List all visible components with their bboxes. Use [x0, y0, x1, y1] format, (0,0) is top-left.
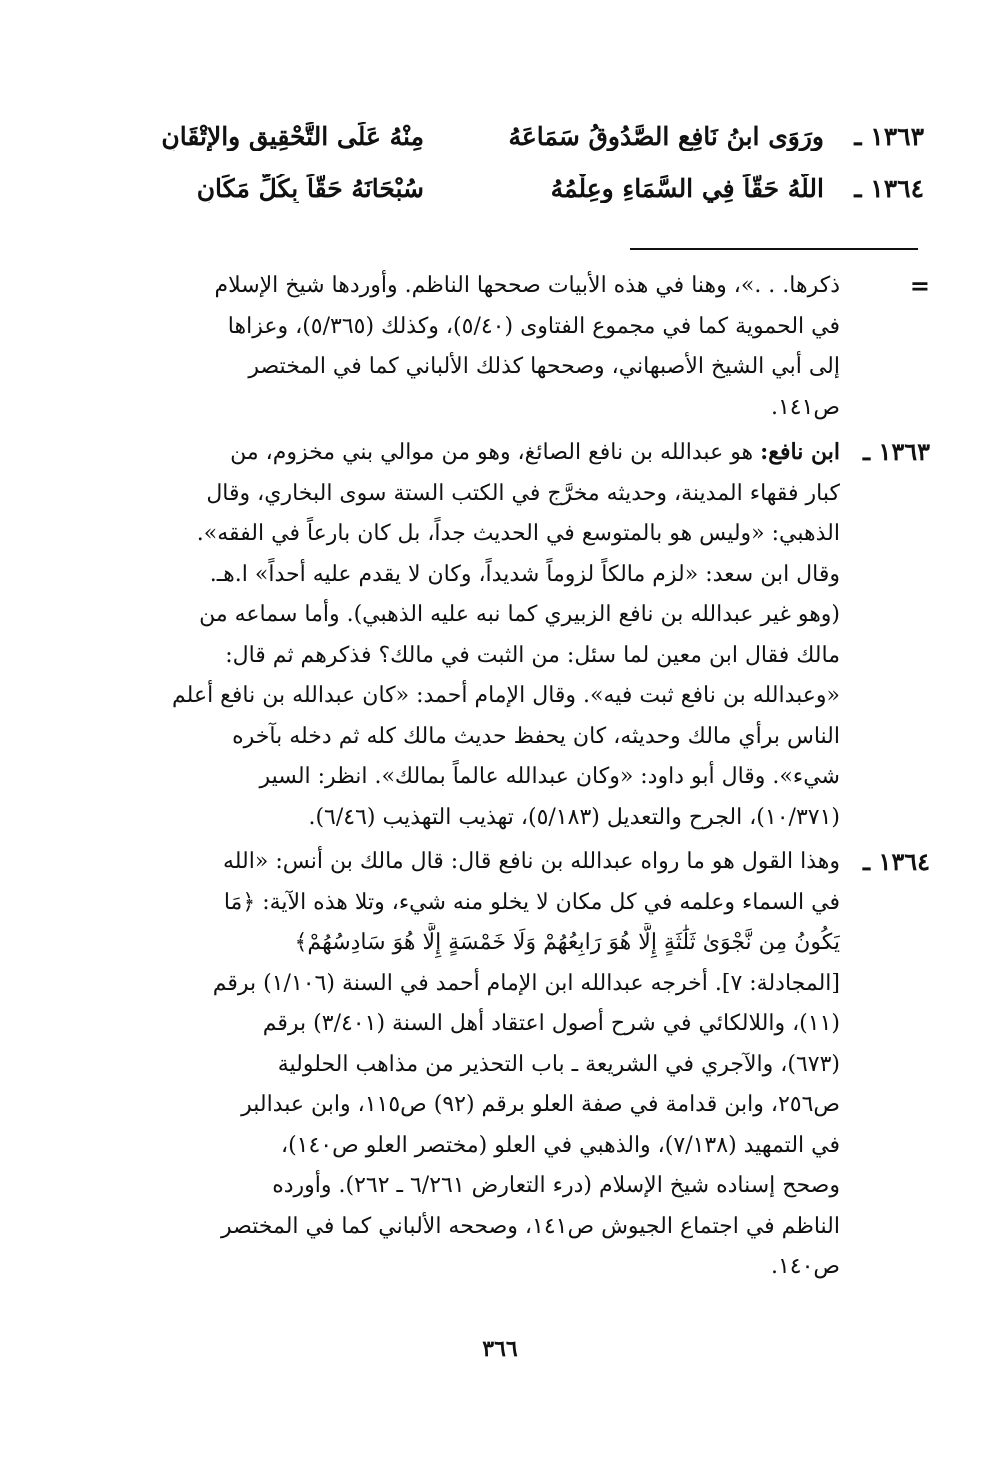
- footnote-number: ١٣٦٤ ـ: [863, 847, 930, 876]
- footnote-line: ص١٤١.: [770, 394, 840, 420]
- footnote-number: ١٣٦٣ ـ: [863, 437, 930, 466]
- footnote-line: كبار فقهاء المدينة، وحديثه مخرَّج في الكتب الستة سوى البخاري، وقال: [206, 480, 840, 506]
- footnote-line: ذكرها. . .»، وهنا في هذه الأبيات صححها الناظم. وأوردها شيخ الإسلام: [214, 273, 840, 298]
- footnote-line: مالك فقال ابن معين لما سئل: من الثبت في مالك؟ فذكرهم ثم قال:: [225, 642, 840, 668]
- footnote-line: إلى أبي الشيخ الأصبهاني، وصححها كذلك الألباني كما في المختصر: [248, 354, 840, 379]
- footnote-line: وقال ابن سعد: «لزم مالكاً لزوماً شديداً، وكان لا يقدم عليه أحداً» ا.هـ.: [209, 561, 840, 587]
- footnote-line: شيء». وقال أبو داود: «وكان عبدالله عالماً بمالك». انظر: السير: [259, 764, 840, 789]
- verse-second-hemistich: سُبْحَانَهُ حَقّاً بِكُلِّ مَكَانِ: [196, 174, 424, 203]
- footnote-line: في السماء وعلمه في كل مكان لا يخلو منه شيء، وتلا هذه الآية: ﴿مَا: [223, 889, 840, 915]
- footnotes: [62, 266, 930, 1292]
- footnote-line: (١١)، واللالكائي في شرح أصول اعتقاد أهل السنة (٣/٤٠١) برقم: [262, 1011, 840, 1036]
- footnote-line-rest: هو عبدالله بن نافع الصائغ، وهو من موالي بني مخزوم، من: [230, 440, 754, 465]
- footnote-line: الناظم في اجتماع الجيوش ص١٤١، وصححه الألباني كما في المختصر: [220, 1213, 840, 1239]
- footnote-heading: ابن نافع:: [760, 439, 840, 465]
- footnote-line: [62, 432, 840, 474]
- verse-number: ١٣٦٣ ـ: [854, 122, 924, 151]
- footnote-line: وصحح إسناده شيخ الإسلام (درء التعارض ٦/٢٦١ ـ ٢٦٢). وأورده: [272, 1173, 840, 1198]
- verse-1364: [64, 174, 924, 226]
- footnote-line: (وهو غير عبدالله بن نافع الزبيري كما نبه عليه الذهبي). وأما سماعه من: [199, 602, 840, 627]
- footnote-1364: [62, 842, 930, 1288]
- poem-verses: [64, 122, 924, 226]
- footnote-line: (٦٧٣)، والآجري في الشريعة ـ باب التحذير من مذاهب الحلولية: [277, 1051, 840, 1077]
- verse-first-hemistich: ورَوَى ابنُ نَافِعِ الصَّدُوقُ سَمَاعَهُ: [508, 122, 824, 151]
- page-number: ٣٦٦: [482, 1336, 518, 1362]
- continuation-mark: =: [909, 271, 930, 300]
- footnote-line: ص١٤٠.: [770, 1254, 840, 1279]
- footnote-line: «وعبدالله بن نافع ثبت فيه». وقال الإمام أحمد: «كان عبدالله بن نافع أعلم: [172, 683, 840, 708]
- verse-first-hemistich: اللّهُ حَقّاً فِي السَّمَاءِ وعِلْمُهُ: [550, 174, 824, 203]
- footnote-line: الناس برأي مالك وحديثه، كان يحفظ حديث مالك كله ثم دخله بآخره: [232, 723, 840, 749]
- footnote-line: وهذا القول هو ما رواه عبدالله بن نافع قال: قال مالك بن أنس: «الله: [222, 849, 840, 874]
- verse-second-hemistich: مِنْهُ عَلَى التَّحْقِيقِ والإِتْقَانِ: [161, 122, 424, 151]
- footnote-line: (١٠/٣٧١)، الجرح والتعديل (٥/١٨٣)، تهذيب التهذيب (٦/٤٦).: [308, 804, 840, 830]
- verse-1363: [64, 122, 924, 174]
- footnote-line: في التمهيد (٧/١٣٨)، والذهبي في العلو (مختصر العلو ص١٤٠)،: [280, 1132, 840, 1158]
- footnote-continued: [62, 266, 930, 428]
- quran-verse-line: يَكُونُ مِن نَّجْوَىٰ ثَلَٰثَةٍ إِلَّا هُوَ رَابِعُهُمْ وَلَا خَمْسَةٍ إِلَّا هُوَ سَادِسُهُمْ﴾: [294, 930, 840, 955]
- footnote-line: في الحموية كما في مجموع الفتاوى (٥/٤٠)، وكذلك (٥/٣٦٥)، وعزاها: [227, 313, 840, 339]
- footnote-line: [المجادلة: ٧]. أخرجه عبدالله ابن الإمام أحمد في السنة (١/١٠٦) برقم: [212, 970, 840, 996]
- footnote-line: الذهبي: «وليس هو بالمتوسع في الحديث جداً، بل كان بارعاً في الفقه».: [196, 521, 840, 546]
- verse-number: ١٣٦٤ ـ: [854, 174, 924, 203]
- footnote-1363: [62, 432, 930, 838]
- footnote-line: ص٢٥٦، وابن قدامة في صفة العلو برقم (٩٢) ص١١٥، وابن عبدالبر: [241, 1092, 840, 1117]
- footnote-separator: [630, 248, 918, 250]
